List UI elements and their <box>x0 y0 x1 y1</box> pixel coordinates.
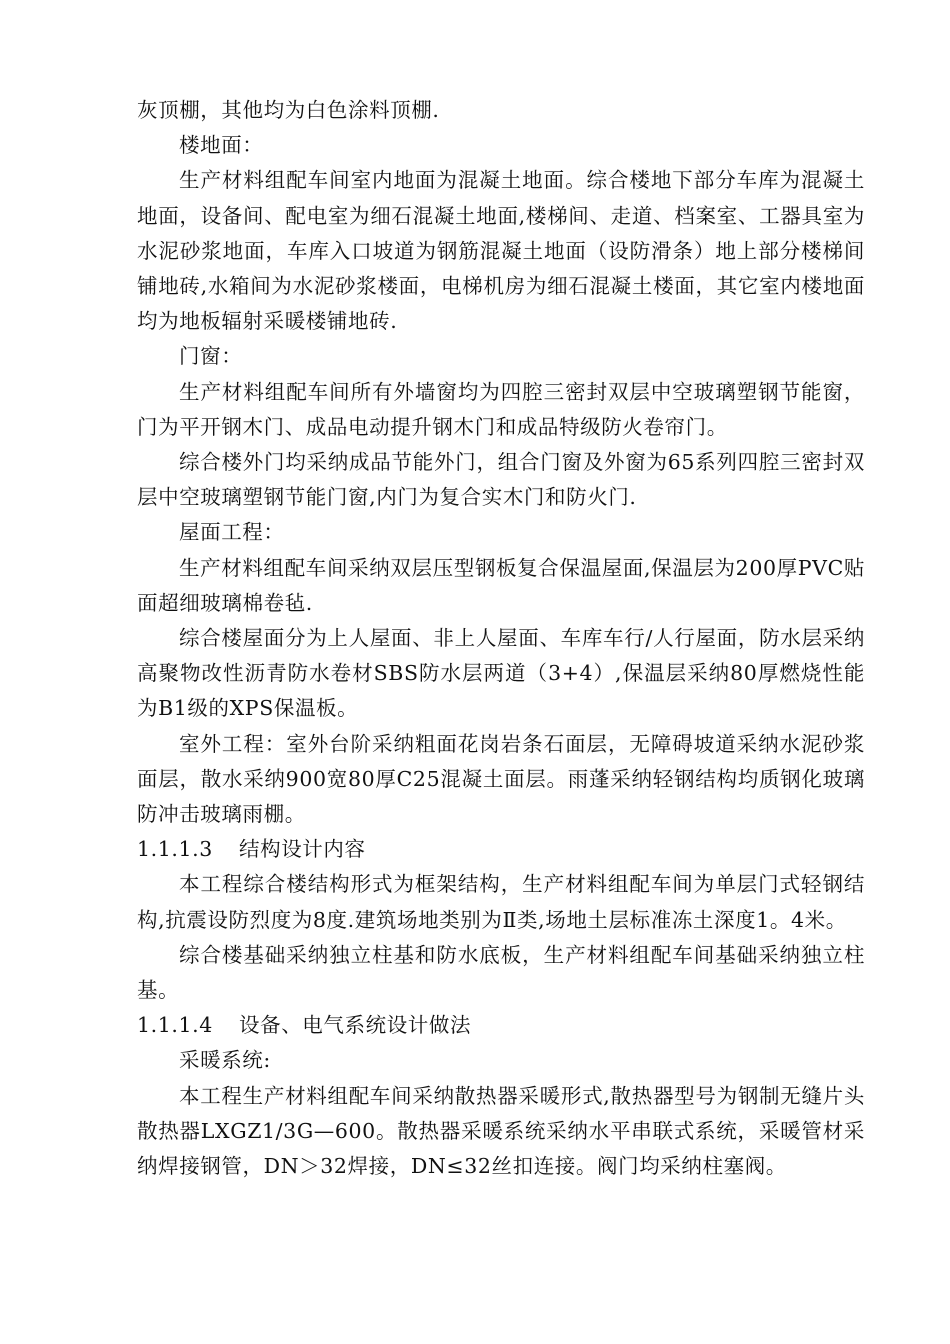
body-paragraph: 采暖系统: <box>179 1048 271 1073</box>
body-paragraph: 门窗： <box>179 344 243 369</box>
continued-paragraph: 灰顶棚，其他均为白色涂料顶棚. <box>137 98 440 122</box>
document-body <box>137 93 865 1184</box>
body-paragraph: 综合楼屋面分为上人屋面、非上人屋面、车库车行/人行屋面，防水层采纳高聚物改性沥青防水卷材SBS防水层两道（3+4）,保温层采纳80厚燃烧性能为B1级的XPS保温板。 <box>137 626 865 721</box>
section-title: 结构设计内容 <box>239 837 366 862</box>
body-paragraph: 综合楼外门均采纳成品节能外门，组合门窗及外窗为65系列四腔三密封双层中空玻璃塑钢节能门窗,内门为复合实木门和防火门. <box>137 450 865 510</box>
body-paragraph: 生产材料组配车间所有外墙窗均为四腔三密封双层中空玻璃塑钢节能窗，门为平开钢木门、成品电动提升钢木门和成品特级防火卷帘门。 <box>137 379 865 439</box>
section-number: 1.1.1.3 <box>137 837 213 862</box>
section-heading <box>137 832 865 867</box>
body-paragraph: 生产材料组配车间采纳双层压型钢板复合保温屋面,保温层为200厚PVC贴面超细玻璃棉卷毡. <box>137 555 865 615</box>
body-paragraph: 室外工程：室外台阶采纳粗面花岗岩条石面层，无障碍坡道采纳水泥砂浆面层，散水采纳900宽80厚C25混凝土面层。雨蓬采纳轻钢结构均质钢化玻璃防冲击玻璃雨棚。 <box>137 731 865 827</box>
body-paragraph: 楼地面： <box>179 133 264 158</box>
body-paragraph: 本工程生产材料组配车间采纳散热器采暖形式,散热器型号为钢制无缝片头散热器LXGZ1/3G—600。散热器采暖系统采纳水平串联式系统，采暖管材采纳焊接钢管，DN＞32焊接，DN≤32丝扣连接。阀门均采纳柱塞阀。 <box>137 1083 865 1179</box>
body-paragraph: 屋面工程： <box>179 520 285 545</box>
section-number: 1.1.1.4 <box>137 1013 213 1038</box>
section-title: 设备、电气系统设计做法 <box>239 1013 472 1038</box>
body-paragraph: 本工程综合楼结构形式为框架结构，生产材料组配车间为单层门式轻钢结构,抗震设防烈度为8度.建筑场地类别为Ⅱ类,场地土层标准冻土深度1。4米。 <box>137 872 865 932</box>
body-paragraph: 生产材料组配车间室内地面为混凝土地面。综合楼地下部分车库为混凝土地面，设备间、配电室为细石混凝土地面,楼梯间、走道、档案室、工器具室为水泥砂浆地面，车库入口坡道为钢筋混凝土地面（设防滑条）地上部分楼梯间铺地砖,水箱间为水泥砂浆楼面，电梯机房为细石混凝土楼面，其它室内楼地面均为地板辐射采暖楼铺地砖. <box>137 168 865 334</box>
section-heading <box>137 1008 865 1043</box>
body-paragraph: 综合楼基础采纳独立柱基和防水底板，生产材料组配车间基础采纳独立柱基。 <box>137 942 865 1003</box>
